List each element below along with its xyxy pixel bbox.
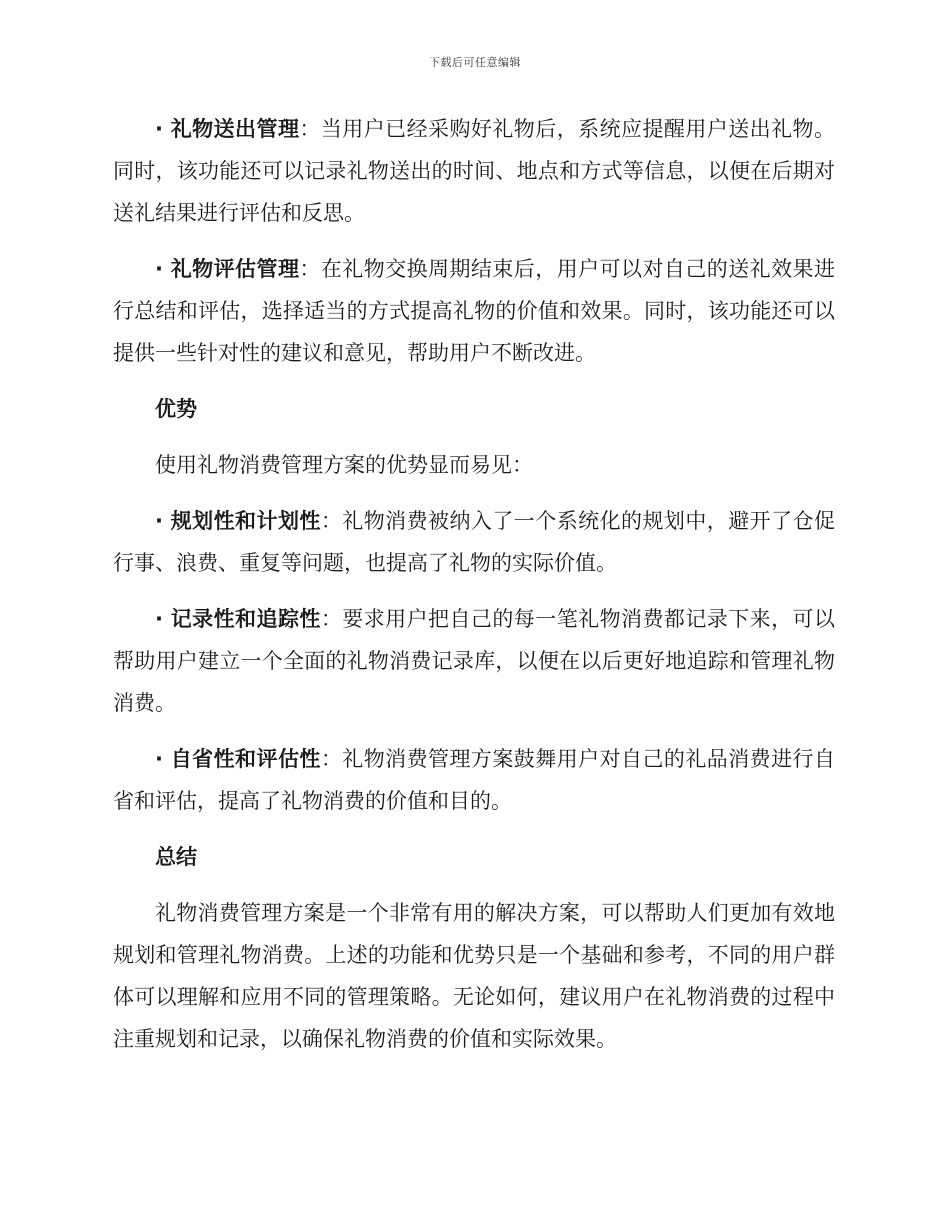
paragraph-planning bbox=[113, 500, 835, 584]
document-body bbox=[113, 108, 835, 1074]
paragraph-recording bbox=[113, 598, 835, 724]
section-heading-summary: 总结 bbox=[155, 845, 197, 869]
paragraph-text: ：要求用户把自己的每一笔礼物消费都记录下来，可以帮助用户建立一个全面的礼物消费记录库，以便在以后更好地追踪和管理礼物消费。 bbox=[113, 607, 835, 715]
paragraph-text: ：在礼物交换周期结束后，用户可以对自己的送礼效果进行总结和评估，选择适当的方式提高礼物的价值和效果。同时，该功能还可以提供一些针对性的建议和意见，帮助用户不断改进。 bbox=[113, 257, 835, 365]
bullet-lead-reflection: · 自省性和评估性 bbox=[155, 747, 321, 771]
paragraph-text: ：礼物消费管理方案鼓舞用户对自己的礼品消费进行自省和评估，提高了礼物消费的价值和目的。 bbox=[113, 747, 835, 813]
bullet-lead-gift-delivery: · 礼物送出管理 bbox=[155, 117, 300, 141]
paragraph-gift-evaluation bbox=[113, 248, 835, 374]
bullet-lead-gift-evaluation: · 礼物评估管理 bbox=[155, 257, 300, 281]
paragraph-advantages-intro: 使用礼物消费管理方案的优势显而易见： bbox=[155, 453, 533, 477]
page-header: 下载后可任意编辑 bbox=[429, 56, 521, 69]
bullet-lead-planning: · 规划性和计划性 bbox=[155, 509, 321, 533]
paragraph-text: ：当用户已经采购好礼物后，系统应提醒用户送出礼物。同时，该功能还可以记录礼物送出的时间、地点和方式等信息，以便在后期对送礼结果进行评估和反思。 bbox=[113, 117, 835, 225]
paragraph-text: ：礼物消费被纳入了一个系统化的规划中，避开了仓促行事、浪费、重复等问题，也提高了礼物的实际价值。 bbox=[113, 509, 835, 575]
paragraph-summary: 礼物消费管理方案是一个非常有用的解决方案，可以帮助人们更加有效地规划和管理礼物消费。上述的功能和优势只是一个基础和参考，不同的用户群体可以理解和应用不同的管理策略。无论如何，建议用户在礼物消费的过程中注重规划和记录，以确保礼物消费的价值和实际效果。 bbox=[113, 901, 835, 1051]
paragraph-reflection bbox=[113, 738, 835, 822]
section-heading-advantages: 优势 bbox=[155, 397, 197, 421]
paragraph-gift-delivery bbox=[113, 108, 835, 234]
bullet-lead-recording: · 记录性和追踪性 bbox=[155, 607, 321, 631]
